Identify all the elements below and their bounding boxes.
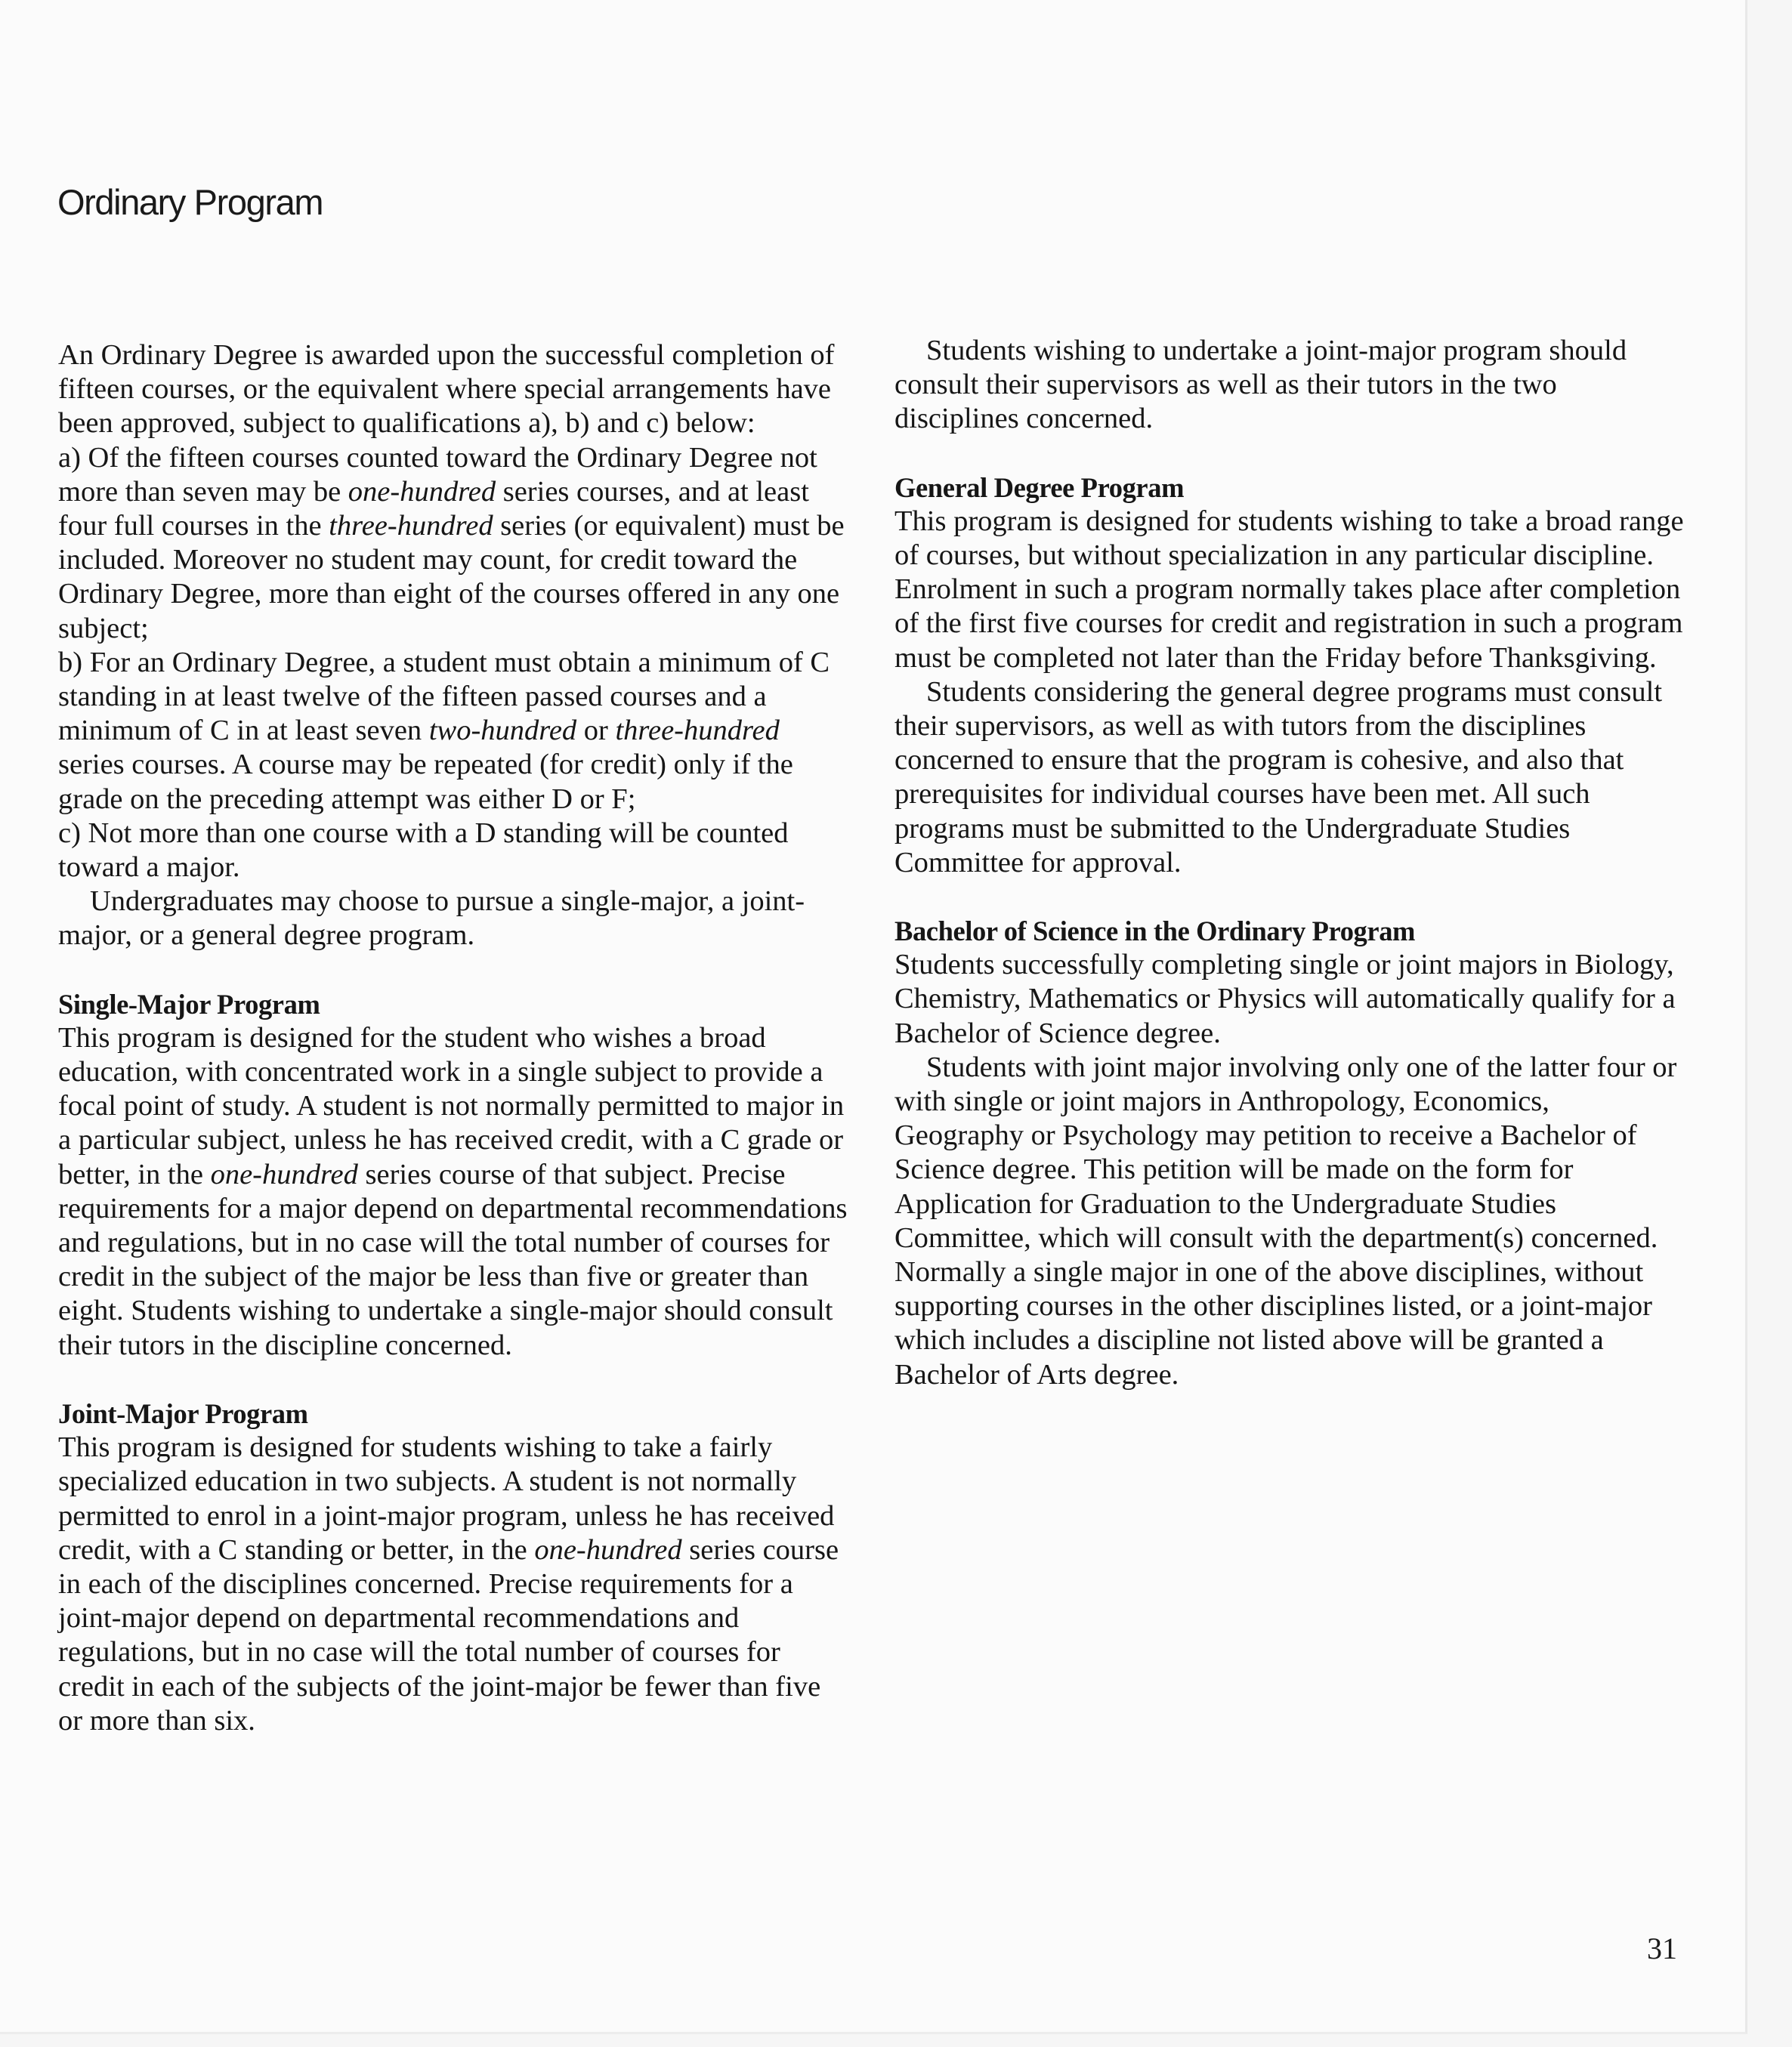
bsc-body: Students successfully completing single or joint majors in Biology, Chemistry, Mathematics or Physics will automatically qualify for a Bachelor of Science degree. [894,949,1676,1049]
bsc-petition: Students with joint major involving only one of the latter four or with single or joint majors in Anthropology, Economics, Geography or Psychology may petition to receive a Bachelor of Science degree. This petition will be made on the form for Application for Graduation to the Undergraduate Studies Committee, which will consult with the department(s) concerned. Normally a single major in one of the above disciplines, without supporting courses in the other disciplines listed, or a joint-major which includes a discipline not listed above will be granted a Bachelor of Arts degree. [894,1051,1677,1391]
joint-major-heading: Joint-Major Program [58,1397,308,1429]
general-degree-body: This program is designed for students wishing to take a broad range of courses, but without specialization in any particular discipline. Enrolment in such a program normally takes place after completion of the first five courses for credit and registration in such a program must be completed not later than the Friday before Thanksgiving. [894,505,1684,674]
general-degree-section [894,471,1684,880]
qualification-b: b) For an Ordinary Degree, a student must obtain a minimum of C standing in at least twelve of the fifteen passed courses and a minimum of C in at least seven two-hundred or three-hundred series courses. A course may be repeated (for credit) only if the grade on the preceding attempt was either D or F; [58,646,830,815]
joint-major-body: This program is designed for students wishing to take a fairly specialized education in two subjects. A student is not normally permitted to enrol in a joint-major program, unless he has received credit, with a C standing or better, in the one-hundred series course in each of the disciplines concerned. Precise requirements for a joint-major depend on departmental recommendations and regulations, but in no case will the total number of courses for credit in each of the subjects of the joint-major be fewer than five or more than six. [58,1431,839,1737]
single-major-heading: Single-Major Program [58,988,320,1020]
general-degree-advice: Students considering the general degree programs must consult their supervisors, as well as with tutors from the disciplines concerned to ensure that the program is cohesive, and also that prerequisites for individual courses have been met. All such programs must be submitted to the Undergraduate Studies Committee for approval. [894,675,1663,878]
single-major-section [58,987,848,1363]
qualification-a: a) Of the fifteen courses counted toward the Ordinary Degree not more than seven may be one-hundred series courses, and at least four full courses in the three-hundred series (or equivalent) must be included. Moreover no student may count, for credit toward the Ordinary Degree, more than eight of the courses offered in any one subject; [58,441,845,644]
bsc-section [894,914,1684,1392]
bsc-heading: Bachelor of Science in the Ordinary Program [894,915,1416,947]
joint-major-advice: Students wishing to undertake a joint-major program should consult their supervisors as well as their tutors in the two disciplines concerned. [894,335,1627,435]
single-major-body: This program is designed for the student who wishes a broad education, with concentrated work in a single subject to provide a focal point of study. A student is not normally permitted to major in a particular subject, unless he has received credit, with a C grade or better, in the one-hundred series course of that subject. Precise requirements for a major depend on departmental recommendations and regulations, but in no case will the total number of courses for credit in the subject of the major be less than five or greater than eight. Students wishing to undertake a single-major should consult their tutors in the discipline concerned. [58,1021,848,1361]
page-title: Ordinary Program [57,182,323,222]
right-column [894,334,1684,1392]
joint-major-body-continued: series course in each of the disciplines concerned. Precise requirements for a joint-major depend on departmental recommendations and regulations, but in no case will the total number of courses for credit in each of the subjects of the joint-major be fewer than five or more than six. [58,1533,839,1737]
joint-major-section [58,1397,848,1738]
program-choice-paragraph: Undergraduates may choose to pursue a single-major, a joint-major, or a general degree program. [58,885,805,952]
left-column [58,338,848,1738]
qualification-c: c) Not more than one course with a D standing will be counted toward a major. [58,817,789,884]
general-degree-heading: General Degree Program [894,471,1185,503]
page-number: 31 [1647,1931,1677,1965]
intro-paragraph: An Ordinary Degree is awarded upon the successful completion of fifteen courses, or the equivalent where special arrangements have been approved, subject to qualifications a), b) and c) below: [58,339,835,440]
